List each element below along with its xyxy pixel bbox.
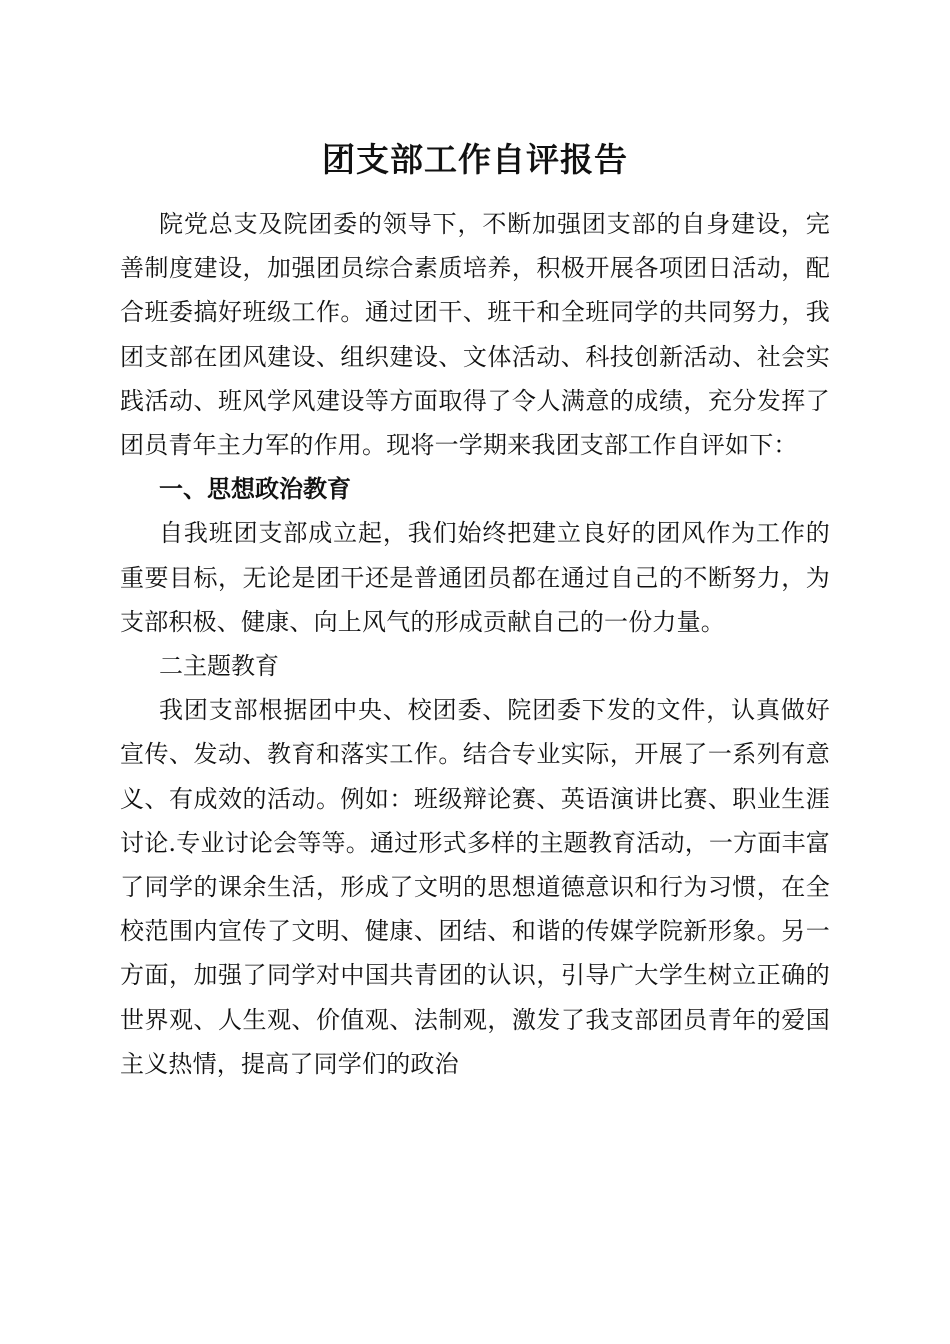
document-title: 团支部工作自评报告 [322, 140, 628, 179]
section-heading-theme-education: 二主题教育 [159, 652, 279, 681]
ideology-paragraph: 自我班团支部成立起，我们始终把建立良好的团风作为工作的重要目标，无论是团干还是普通团员都在通过自己的不断努力，为支部积极、健康、向上风气的形成贡献自己的一份力量。 [120, 519, 830, 636]
theme-education-paragraph: 我团支部根据团中央、校团委、院团委下发的文件，认真做好宣传、发动、教育和落实工作。结合专业实际，开展了一系列有意义、有成效的活动。例如：班级辩论赛、英语演讲比赛、职业生涯讨论.专业讨论会等等。通过形式多样的主题教育活动，一方面丰富了同学的课余生活，形成了文明的思想道德意识和行为习惯，在全校范围内宣传了文明、健康、团结、和谐的传媒学院新形象。另一方面，加强了同学对中国共青团的认识，引导广大学生树立正确的世界观、人生观、价值观、法制观，激发了我支部团员青年的爱国主义热情，提高了同学们的政治 [120, 696, 830, 1078]
document-body [120, 202, 830, 1086]
intro-paragraph: 院党总支及院团委的领导下，不断加强团支部的自身建设，完善制度建设，加强团员综合素质培养，积极开展各项团日活动，配合班委搞好班级工作。通过团干、班干和全班同学的共同努力，我团支部在团风建设、组织建设、文体活动、科技创新活动、社会实践活动、班风学风建设等方面取得了令人满意的成绩，充分发挥了团员青年主力军的作用。现将一学期来我团支部工作自评如下： [120, 210, 830, 460]
section-heading-ideology: 一、思想政治教育 [159, 475, 351, 504]
